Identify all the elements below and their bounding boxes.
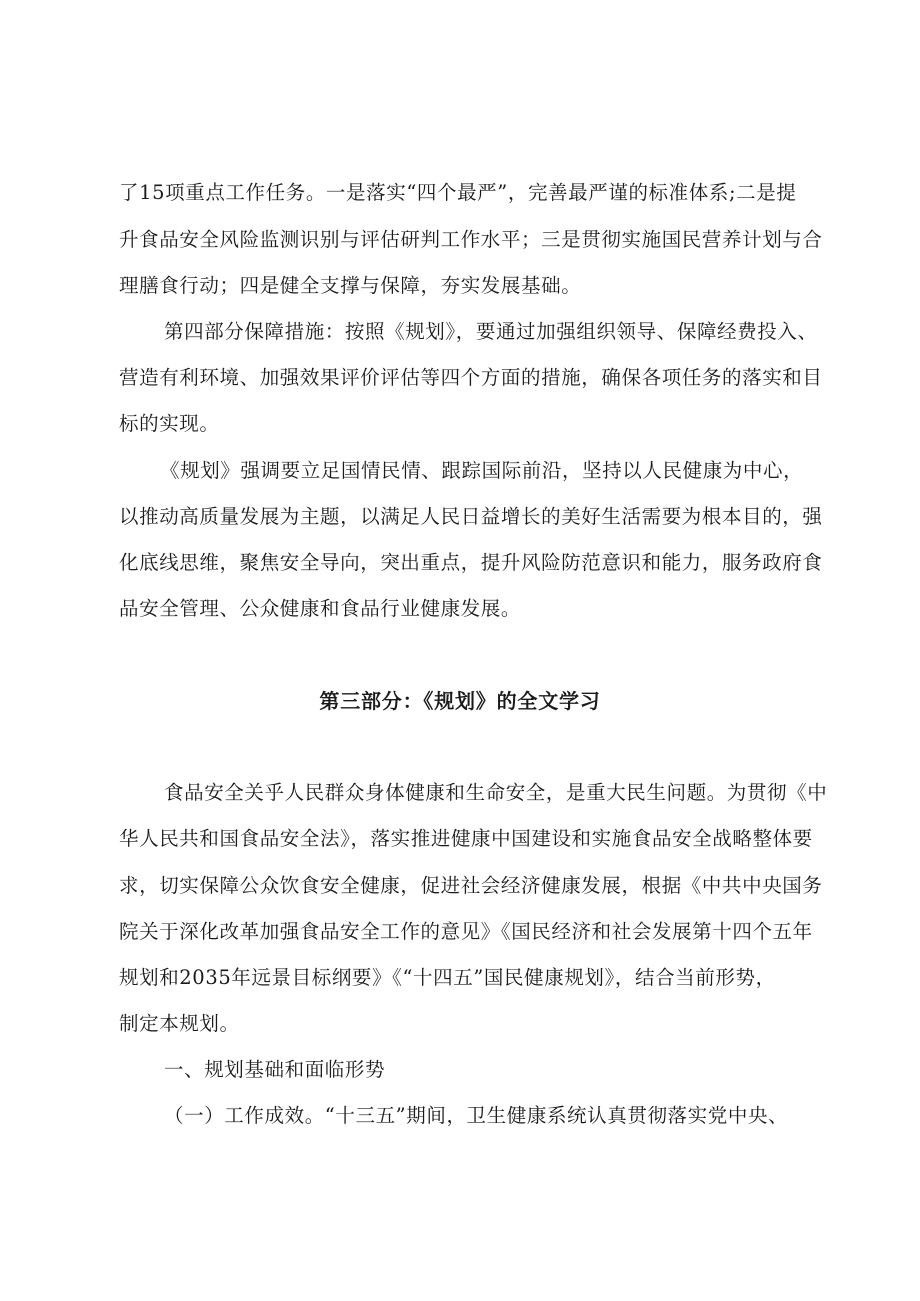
section-heading: 第三部分：《规划》的全文学习 [319,689,601,713]
paragraph-2-line-1: 第四部分保障措施：按照《规划》，要通过加强组织领导、保障经费投入、 [164,320,818,343]
body-paragraph-line-2: 华人民共和国食品安全法》，落实推进健康中国建设和实施食品安全战略整体要 [119,827,813,850]
body-paragraph-line-6: 制定本规划。 [119,1012,240,1035]
body-paragraph-line-4: 院关于深化改革加强食品安全工作的意见》《国民经济和社会发展第十四个五年 [119,920,813,943]
paragraph-2-line-2: 营造有利环境、加强效果评价评估等四个方面的措施，确保各项任务的落实和目 [119,366,823,389]
paragraph-3-line-3: 化底线思维，聚焦安全导向，突出重点，提升风险防范意识和能力，服务政府食 [119,551,823,574]
body-paragraph-line-1: 食品安全关乎人民群众身体健康和生命安全，是重大民生问题。为贯彻《中 [164,781,828,804]
paragraph-3-line-1: 《规划》强调要立足国情民情、跟踪国际前沿，坚持以人民健康为中心， [160,459,804,482]
paragraph-1-line-3: 理膳食行动；四是健全支撑与保障，夯实发展基础。 [119,274,582,297]
body-paragraph-line-3: 求，切实保障公众饮食安全健康，促进社会经济健康发展，根据《中共中央国务 [119,874,823,897]
body-paragraph-line-5: 规划和2035年远景目标纲要》《“十四五”国民健康规划》，结合当前形势， [119,966,776,989]
subheading-planning-basis: 一、规划基础和面临形势 [164,1058,386,1081]
paragraph-1-line-1: 了15项重点工作任务。一是落实“四个最严”，完善最严谨的标准体系;二是提 [119,181,797,204]
paragraph-2-line-3: 标的实现。 [119,412,220,435]
paragraph-3-line-4: 品安全管理、公众健康和食品行业健康发展。 [119,597,522,620]
paragraph-3-line-2: 以推动高质量发展为主题，以满足人民日益增长的美好生活需要为根本目的，强 [119,505,823,528]
sub-item-work-results: （一）工作成效。“十三五”期间，卫生健康系统认真贯彻落实党中央、 [164,1104,789,1127]
paragraph-1-line-2: 升食品安全风险监测识别与评估研判工作水平；三是贯彻实施国民营养计划与合 [119,228,823,251]
